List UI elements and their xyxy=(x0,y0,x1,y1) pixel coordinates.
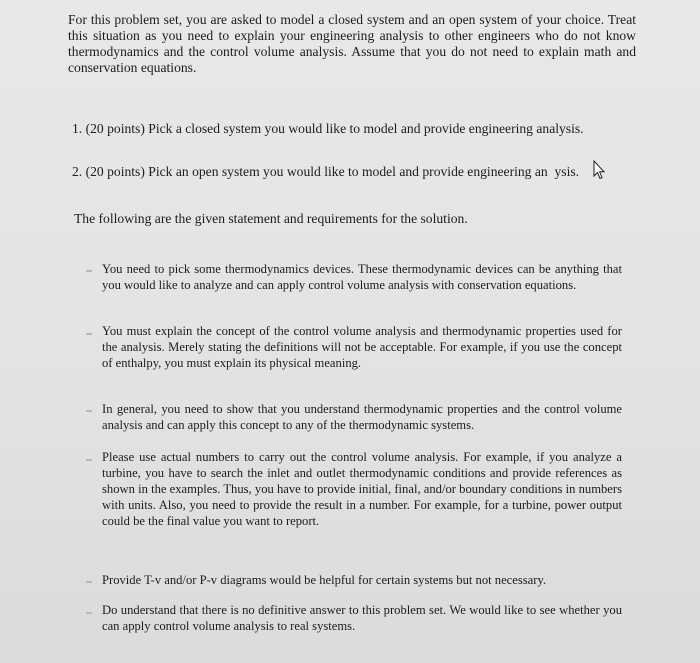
bullet-dash-icon xyxy=(86,459,92,461)
bullet-dash-icon xyxy=(86,612,92,614)
requirement-item: You need to pick some thermodynamics devices. These thermodynamic devices can be anything that you would like to analyze and can apply control volume analysis with conservation equations. xyxy=(102,262,622,292)
requirement-item: In general, you need to show that you understand thermodynamic properties and the control volume analysis and can apply this concept to any of the thermodynamic systems. xyxy=(102,402,622,432)
bullet-dash-icon xyxy=(86,270,92,272)
bullet-dash-icon xyxy=(86,410,92,412)
bullet-dash-icon xyxy=(86,333,92,335)
question-2: 2. (20 points) Pick an open system you would like to model and provide engineering an ysis. xyxy=(72,164,580,179)
mouse-cursor-icon xyxy=(593,160,605,180)
requirements-heading: The following are the given statement and requirements for the solution. xyxy=(74,211,468,226)
requirement-item: Do understand that there is no definitive answer to this problem set. We would like to see whether you can apply control volume analysis to real systems. xyxy=(102,603,622,633)
question-1: 1. (20 points) Pick a closed system you would like to model and provide engineering analysis. xyxy=(72,121,584,136)
bullet-dash-icon xyxy=(86,581,92,583)
requirement-item: You must explain the concept of the control volume analysis and thermodynamic properties used for the analysis. Merely stating the definitions will not be acceptable. For example, if you use the concept of enthalpy, you must explain its physical meaning. xyxy=(102,324,622,370)
requirement-item: Please use actual numbers to carry out the control volume analysis. For example, if you analyze a turbine, you have to search the inlet and outlet thermodynamic conditions and provide references as shown in the examples. Thus, you have to provide initial, final, and/or boundary conditions in numbers with units. Also, you need to provide the result in a number. For example, for a turbine, power output could be the final value you want to report. xyxy=(102,450,622,528)
requirement-item: Provide T-v and/or P-v diagrams would be helpful for certain systems but not necessary. xyxy=(102,573,547,587)
intro-paragraph: For this problem set, you are asked to model a closed system and an open system of your choice. Treat this situation as you need to explain your engineering analysis to other engineers who do not know thermodynamics and the control volume analysis. Assume that you do not need to explain math and conservation equations. xyxy=(68,12,636,75)
